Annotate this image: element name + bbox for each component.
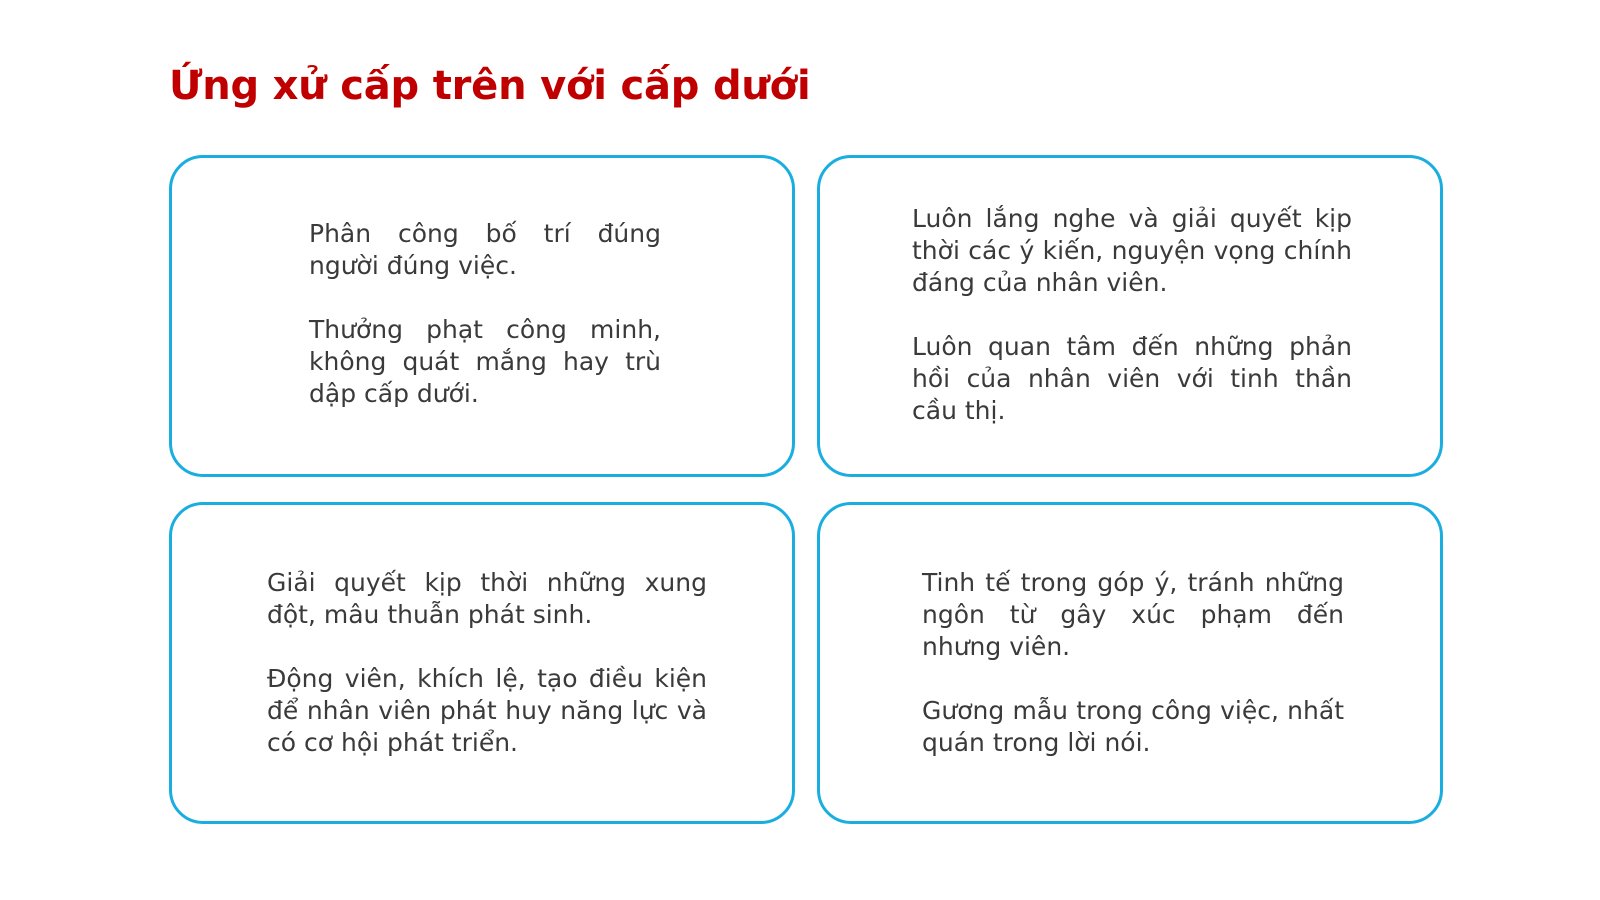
card-text: [267, 567, 707, 759]
card-text: [922, 567, 1344, 759]
card-paragraph: Phân công bố trí đúng người đúng việc.: [309, 219, 661, 280]
card-paragraph: Thưởng phạt công minh, không quát mắng hay trù dập cấp dưới.: [309, 315, 661, 408]
card-paragraph: Động viên, khích lệ, tạo điều kiện để nhân viên phát huy năng lực và có cơ hội phát triển.: [267, 664, 707, 757]
card-top-left: [169, 155, 795, 477]
card-bottom-right: [817, 502, 1443, 824]
card-paragraph: Luôn quan tâm đến những phản hồi của nhân viên với tinh thần cầu thị.: [912, 332, 1352, 425]
card-top-right: [817, 155, 1443, 477]
card-paragraph: Giải quyết kịp thời những xung đột, mâu thuẫn phát sinh.: [267, 568, 707, 629]
card-text: [309, 218, 661, 410]
card-paragraph: Luôn lắng nghe và giải quyết kịp thời các ý kiến, nguyện vọng chính đáng của nhân viên.: [912, 204, 1352, 297]
card-paragraph: Tinh tế trong góp ý, tránh những ngôn từ gây xúc phạm đến nhưng viên.: [922, 568, 1344, 661]
card-bottom-left: [169, 502, 795, 824]
slide-title: Ứng xử cấp trên với cấp dưới: [169, 63, 811, 109]
card-paragraph: Gương mẫu trong công việc, nhất quán trong lời nói.: [922, 696, 1344, 757]
card-text: [912, 203, 1352, 427]
